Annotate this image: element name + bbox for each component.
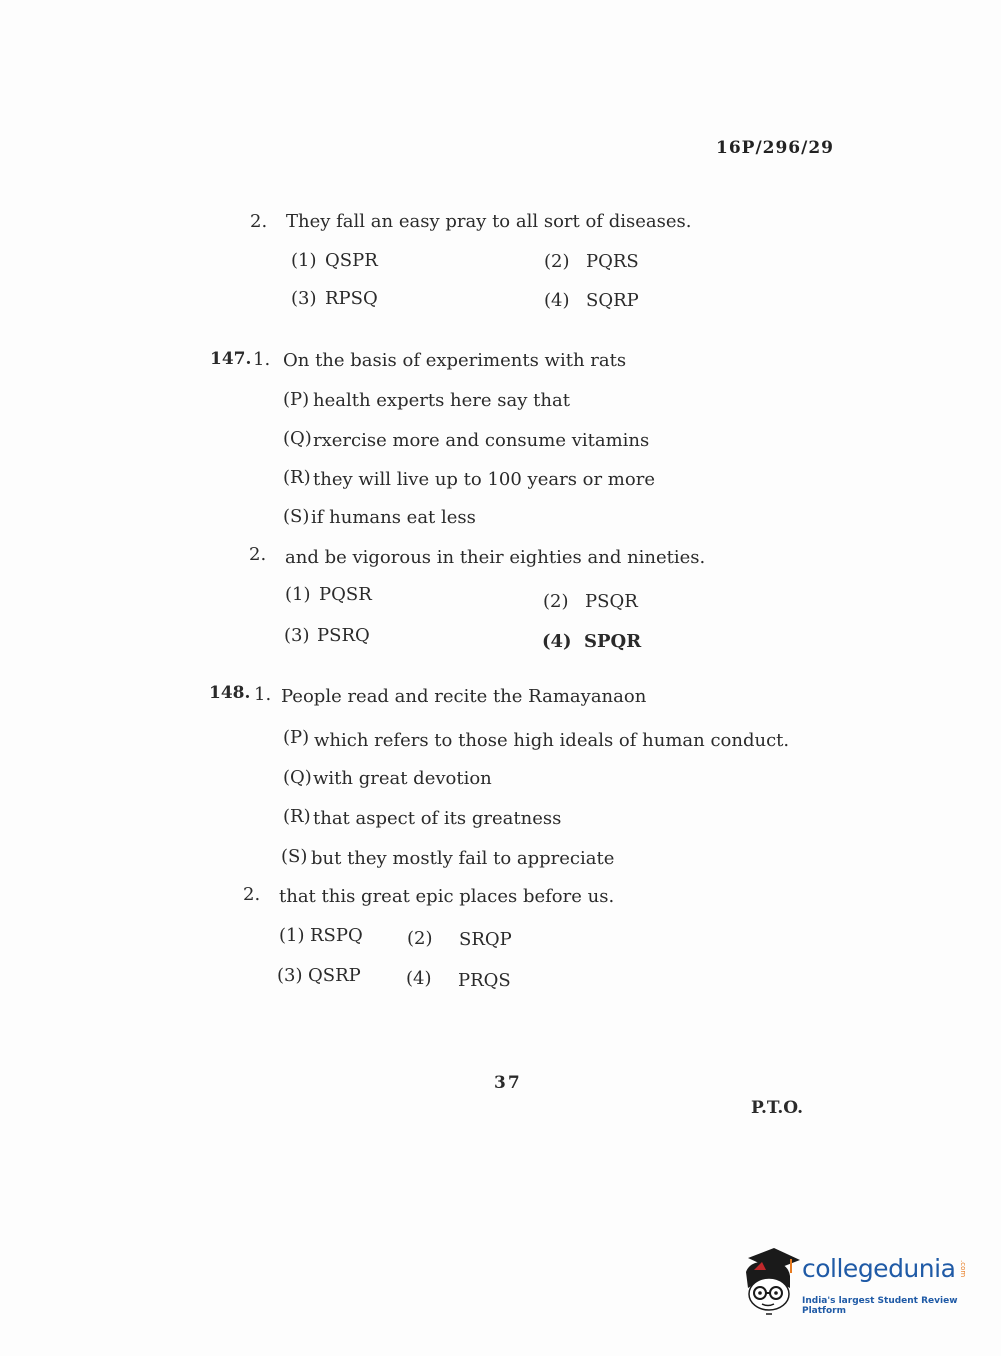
q148-part-s-label: (S) xyxy=(281,846,308,867)
q147-part-q-text: rxercise more and consume vitamins xyxy=(313,430,650,451)
q147-option-2-number: (2) xyxy=(543,591,569,612)
q146-option-4-text: SQRP xyxy=(586,290,639,311)
q146-s2-number: 2. xyxy=(250,211,268,232)
q148-option-1-number: (1) xyxy=(279,925,305,946)
q147-part-p-text: health experts here say that xyxy=(313,390,570,411)
q146-option-3-text: RPSQ xyxy=(325,288,378,309)
q146-s2-text: They fall an easy pray to all sort of diseases. xyxy=(286,211,692,232)
q148-option-1-text: RSPQ xyxy=(310,925,363,946)
q147-s1-text: On the basis of experiments with rats xyxy=(283,350,627,371)
q146-option-4-number: (4) xyxy=(544,290,570,311)
q148-option-3-number: (3) xyxy=(277,965,303,986)
logo-domain-suffix: .com xyxy=(959,1260,967,1278)
q148-part-q-label: (Q) xyxy=(283,767,312,788)
q148-option-2-number: (2) xyxy=(407,928,433,949)
q146-option-1-number: (1) xyxy=(291,250,317,271)
q148-option-2-text: SRQP xyxy=(459,929,512,950)
q147-s1-number: 1. xyxy=(253,349,271,370)
q148-s2-text: that this great epic places before us. xyxy=(279,886,615,907)
q147-option-4-number: (4) xyxy=(542,631,572,652)
q147-part-s-text: if humans eat less xyxy=(311,507,476,528)
q148-option-4-number: (4) xyxy=(406,968,432,989)
q147-part-r-label: (R) xyxy=(283,467,311,488)
q147-part-r-text: they will live up to 100 years or more xyxy=(313,469,655,490)
q147-s2-text: and be vigorous in their eighties and nineties. xyxy=(285,547,706,568)
q148-part-r-label: (R) xyxy=(283,806,311,827)
q148-option-3-text: QSRP xyxy=(308,965,361,986)
mascot-icon xyxy=(740,1248,802,1318)
q148-number: 148. xyxy=(209,683,251,703)
logo-wordmark: collegedunia xyxy=(802,1254,956,1283)
q148-part-s-text: but they mostly fail to appreciate xyxy=(311,848,615,869)
q148-s1-text: People read and recite the Ramayanaon xyxy=(281,686,647,707)
q147-option-3-number: (3) xyxy=(284,625,310,646)
q146-option-1-text: QSPR xyxy=(325,250,378,271)
q146-option-3-number: (3) xyxy=(291,288,317,309)
logo-tagline: India's largest Student Review Platform xyxy=(802,1296,958,1316)
q147-part-q-label: (Q) xyxy=(283,428,312,449)
q146-option-2-number: (2) xyxy=(544,251,570,272)
q147-part-s-label: (S) xyxy=(283,506,310,527)
q148-s1-number: 1. xyxy=(254,684,272,705)
q147-option-1-number: (1) xyxy=(285,584,311,605)
q147-option-1-text: PQSR xyxy=(319,584,372,605)
q147-option-3-text: PSRQ xyxy=(317,625,370,646)
collegedunia-logo[interactable] xyxy=(740,1248,970,1318)
pto-label: P.T.O. xyxy=(751,1098,803,1118)
q148-part-p-label: (P) xyxy=(283,727,310,748)
q147-option-4-text: SPQR xyxy=(584,631,642,652)
page-number: 37 xyxy=(494,1073,522,1093)
q147-s2-number: 2. xyxy=(249,544,267,565)
q148-part-q-text: with great devotion xyxy=(313,768,492,789)
q148-option-4-text: PRQS xyxy=(458,970,511,991)
q147-part-p-label: (P) xyxy=(283,389,310,410)
q147-option-2-text: PSQR xyxy=(585,591,638,612)
q148-part-r-text: that aspect of its greatness xyxy=(313,808,562,829)
q147-number: 147. xyxy=(210,349,252,369)
paper-code: 16P/296/29 xyxy=(716,138,835,158)
q146-option-2-text: PQRS xyxy=(586,251,639,272)
q148-s2-number: 2. xyxy=(243,884,261,905)
q148-part-p-text: which refers to those high ideals of human conduct. xyxy=(314,730,790,751)
